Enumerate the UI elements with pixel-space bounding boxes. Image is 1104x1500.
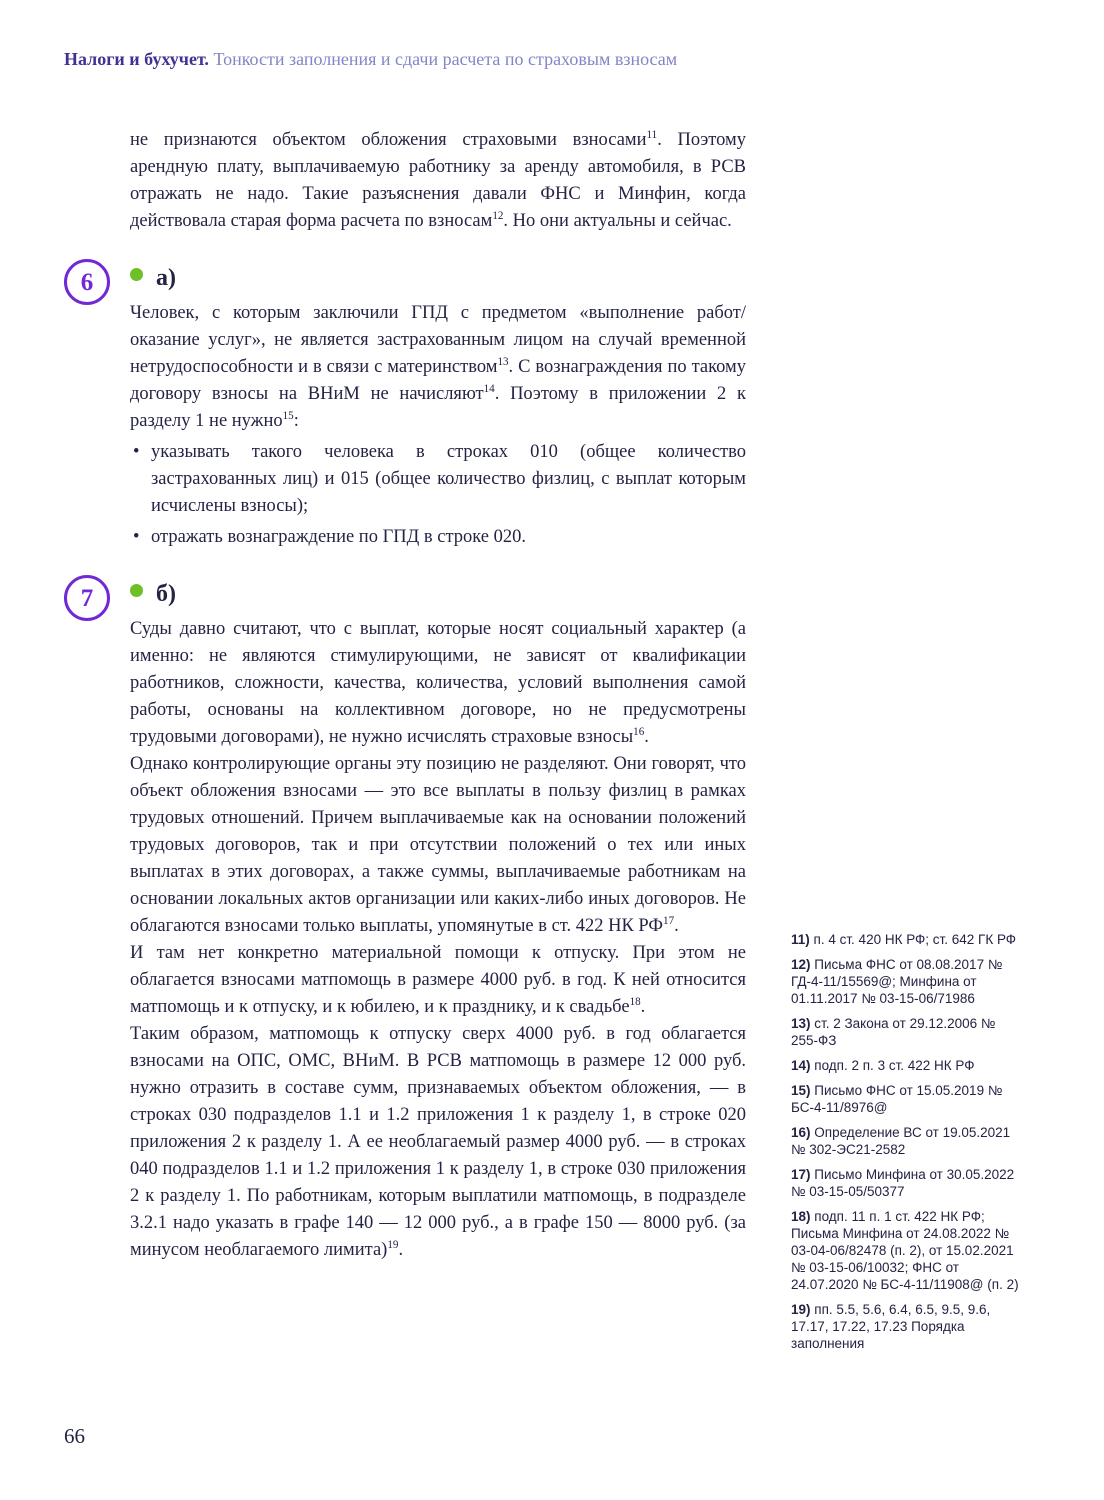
bullet-marker-icon	[130, 268, 143, 281]
footnote-ref: 15	[282, 409, 294, 422]
rubric-title: Налоги и бухучет.	[64, 49, 209, 69]
bullet-text: отражать вознаграждение по ГПД в строке 020.	[151, 527, 527, 547]
text-run: .	[398, 1240, 404, 1260]
section-number-badge: 6	[64, 259, 110, 305]
footnote-ref: 12	[492, 209, 504, 222]
text-run: .	[674, 916, 679, 936]
text-run: . Поэтому арендную плату, выплачиваемую работнику за аренду автомобиля, в РСВ отражать не надо. Такие разъяснения давали ФНС и Минфин, когда действовала старая форма расчета по взносам	[130, 130, 746, 231]
footnote-text: подп. 2 п. 3 ст. 422 НК РФ	[814, 1058, 975, 1073]
bullet-text: указывать такого человека в строках 010 (общее количество застрахованных лиц) и 015 (общее количество физлиц, с выплат которым исчислены взносы);	[151, 442, 746, 516]
bullet-item	[130, 524, 746, 551]
article-body	[80, 127, 746, 1264]
footnote-text: ст. 2 Закона от 29.12.2006 № 255-ФЗ	[791, 1016, 996, 1048]
footnote-number: 11)	[791, 932, 810, 947]
text-run: Человек, с которым заключили ГПД с предметом «выполнение работ/оказание услуг», не является застрахованным лицом на случай временной нетрудоспособности и в связи с материнством	[130, 303, 746, 377]
footnote-ref: 14	[483, 382, 495, 395]
paragraph	[130, 751, 746, 940]
footnote-text: п. 4 ст. 420 НК РФ; ст. 642 ГК РФ	[813, 932, 1017, 947]
intro-paragraph	[130, 127, 746, 235]
paragraph	[130, 1021, 746, 1264]
footnote-text: пп. 5.5, 5.6, 6.4, 6.5, 9.5, 9.6, 17.17, 17.22, 17.23 Порядка заполнения	[791, 1302, 991, 1351]
bullet-marker-icon	[130, 584, 143, 597]
text-run: Суды давно считают, что с выплат, которые носят социальный характер (а именно: не являются стимулирующими, не зависят от квалификации работников, сложности, качества, количества, условий выполнения самой работы, основаны на коллективном договоре, но не предусмотрены трудовыми договорами), не нужно исчислять страховые взносы	[130, 619, 746, 747]
text-run: .	[640, 997, 646, 1017]
footnote	[791, 1124, 1019, 1158]
page-header	[64, 47, 677, 71]
paragraph	[130, 616, 746, 751]
footnote-number: 18)	[791, 1209, 811, 1224]
text-run: И там нет конкретно материальной помощи к отпуску. При этом не облагается взносами матпомощь в размере 4000 руб. в год. К ней относится матпомощь и к отпуску, и к юбилею, и к празднику, и к свадьбе	[130, 943, 746, 1017]
bullet-list	[130, 439, 746, 551]
text-run: . С вознаграждения по такому договору взносы на ВНиМ не начисляют	[130, 357, 746, 404]
section-7	[80, 579, 746, 1264]
text-run: не признаются объектом обложения страховыми взносами	[130, 130, 647, 150]
footnote-number: 19)	[791, 1302, 811, 1317]
footnote	[791, 1166, 1019, 1200]
footnote-ref: 19	[387, 1238, 399, 1251]
footnote	[791, 1208, 1019, 1293]
footnote	[791, 956, 1019, 1007]
footnote-text: Определение ВС от 19.05.2021 № 302-ЭС21-2582	[791, 1125, 1011, 1157]
footnote-number: 12)	[791, 957, 811, 972]
footnote	[791, 1082, 1019, 1116]
footnote-number: 15)	[791, 1083, 811, 1098]
section-6	[80, 263, 746, 551]
footnote-ref: 11	[646, 128, 658, 141]
text-run: Таким образом, матпомощь к отпуску сверх 4000 руб. в год облагается взносами на ОПС, ОМС, ВНиМ. В РСВ матпомощь в размере 12 000 руб. нужно отразить в составе сумм, признаваемых объектом обложения, — в строках 030 подразделов 1.1 и 1.2 приложения 1 к разделу 1, в строке 020 приложения 2 к разделу 1. А ее необлагаемый размер 4000 руб. — в строках 040 подразделов 1.1 и 1.2 приложения 1 к разделу 1, в строке 030 приложения 2 к разделу 1. По работникам, которым выплатили матпомощь, в подразделе 3.2.1 надо указать в графе 140 — 12 000 руб., а в графе 150 — 8000 руб. (за минусом необлагаемого лимита)	[130, 1024, 746, 1260]
footnotes-column	[791, 931, 1019, 1360]
text-run: :	[293, 411, 299, 431]
footnote-text: Письмо Минфина от 30.05.2022 № 03-15-05/50377	[791, 1167, 1015, 1199]
text-run: . Поэтому в приложении 2 к разделу 1 не нужно	[130, 384, 746, 431]
text-run: . Но они актуальны и сейчас.	[503, 211, 732, 231]
section-heading	[130, 579, 746, 609]
page-number: 66	[64, 1424, 85, 1448]
footnote	[791, 1057, 1019, 1074]
footnote-number: 16)	[791, 1125, 811, 1140]
footnote	[791, 931, 1019, 948]
footnote	[791, 1301, 1019, 1352]
footnote	[791, 1015, 1019, 1049]
footnote-number: 14)	[791, 1058, 811, 1073]
article-subtitle: Тонкости заполнения и сдачи расчета по страховым взносам	[213, 49, 678, 69]
footnote-ref: 18	[629, 995, 641, 1008]
text-run: .	[644, 727, 649, 747]
paragraph	[130, 940, 746, 1021]
footnote-text: Письмо ФНС от 15.05.2019 № БС-4-11/8976@	[791, 1083, 1003, 1115]
section-number-badge: 7	[64, 575, 110, 621]
paragraph	[130, 300, 746, 435]
section-heading	[130, 263, 746, 293]
footnote-text: Письма ФНС от 08.08.2017 № ГД-4-11/15569@; Минфина от 01.11.2017 № 03-15-06/71986	[791, 957, 1003, 1006]
footnote-number: 13)	[791, 1016, 811, 1031]
footnote-ref: 16	[633, 725, 645, 738]
footnote-ref: 13	[497, 355, 509, 368]
section-letter: б)	[156, 581, 176, 607]
footnote-ref: 17	[663, 914, 675, 927]
section-letter: а)	[156, 265, 176, 291]
text-run: Однако контролирующие органы эту позицию не разделяют. Они говорят, что объект обложения взносами — это все выплаты в пользу физлиц в рамках трудовых отношений. Причем выплачиваемые как на основании положений трудовых договоров, так и при отсутствии положений о тех или иных выплатах в этих договорах, а также суммы, выплачиваемые работникам на основании локальных актов организации или каких-либо иных договоров. Не облагаются взносами только выплаты, упомянутые в ст. 422 НК РФ	[130, 754, 746, 936]
footnote-text: подп. 11 п. 1 ст. 422 НК РФ; Письма Минфина от 24.08.2022 № 03-04-06/82478 (п. 2), от 15.02.2021 № 03-15-06/10032; ФНС от 24.07.2020 № БС-4-11/11908@ (п. 2)	[791, 1209, 1019, 1292]
bullet-item	[130, 439, 746, 520]
footnote-number: 17)	[791, 1167, 811, 1182]
